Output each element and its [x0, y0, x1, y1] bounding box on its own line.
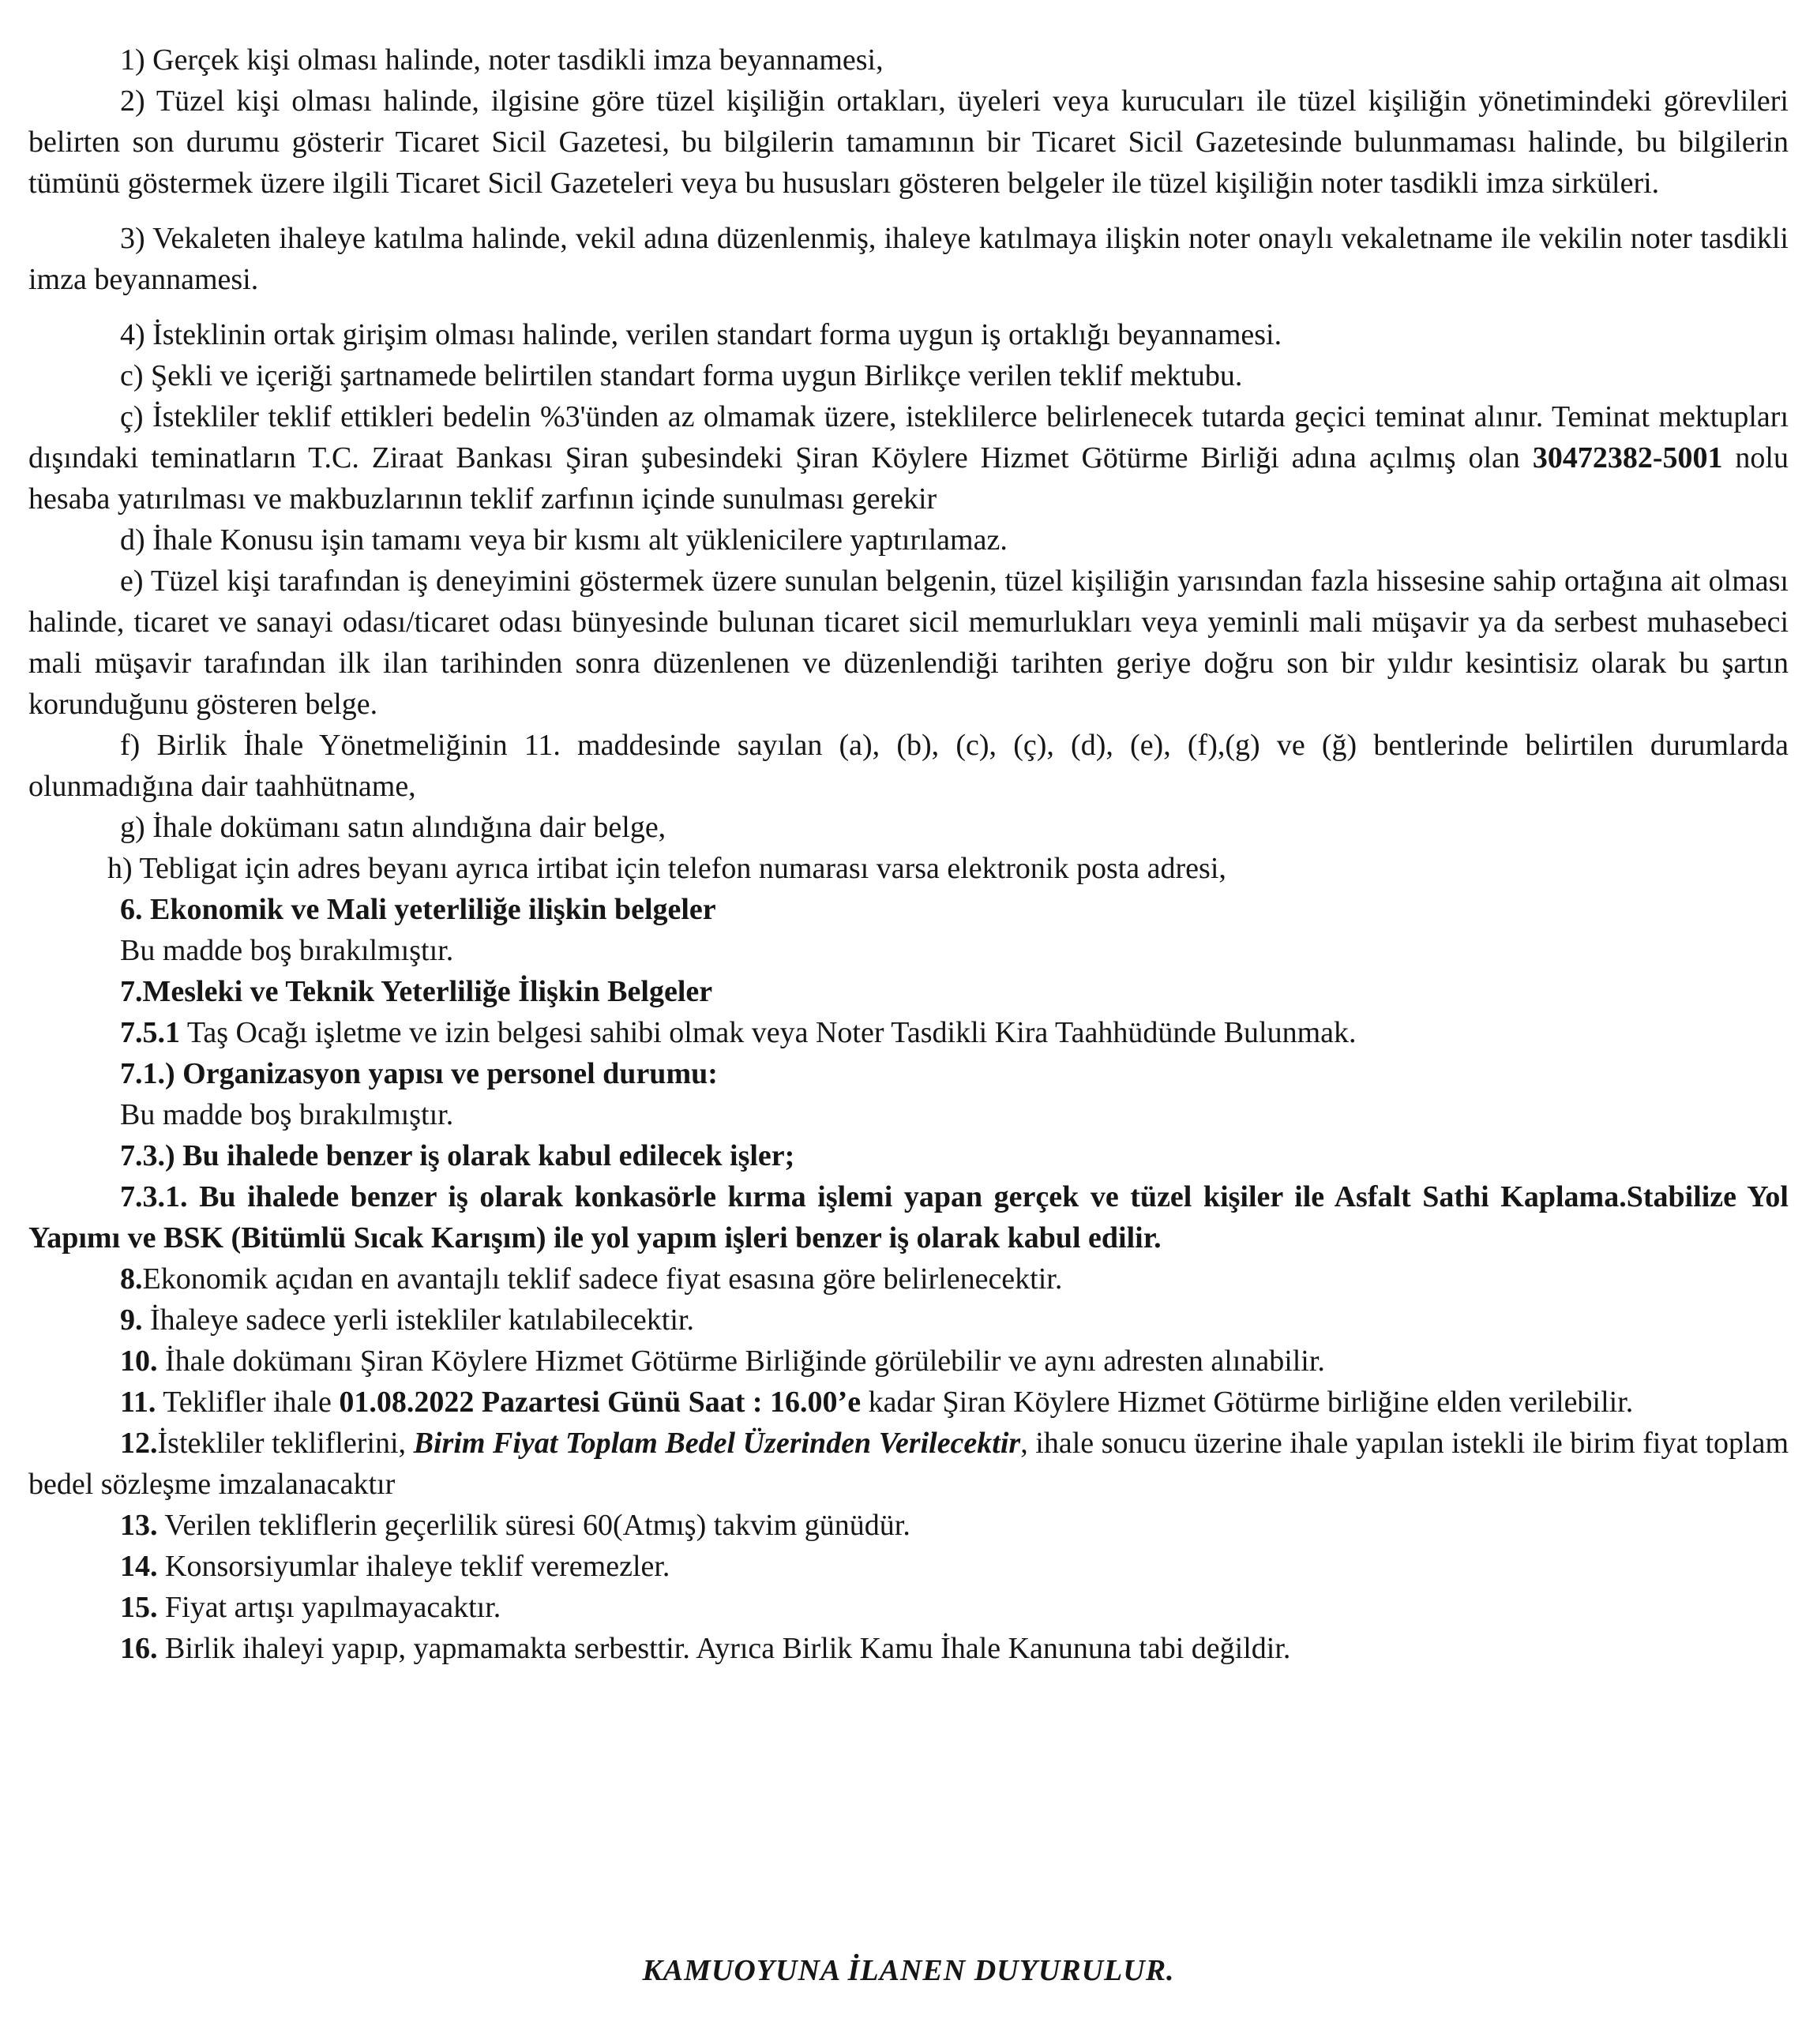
paragraph-text-segment: 7.3.1. Bu ihalede benzer iş olarak konkasörle kırma işlemi yapan gerçek ve tüzel kişiler ile Asfalt Sathi Kaplama.Stabilize Yol Yapımı ve BSK (Bitümlü Sıcak Karışım) ile yol yapım işleri benzer iş olarak kabul edilir.: [28, 1180, 1789, 1255]
paragraph-text-segment: c) Şekli ve içeriği şartnamede belirtilen standart forma uygun Birlikçe verilen teklif mektubu.: [120, 359, 1243, 392]
paragraph-text-segment: İhale dokümanı Şiran Köylere Hizmet Götürme Birliğinde görülebilir ve aynı adresten alınabilir.: [157, 1345, 1325, 1378]
paragraph-p24: [28, 1423, 1789, 1505]
paragraph-text-segment: 4) İsteklinin ortak girişim olması halinde, verilen standart forma uygun iş ortaklığı beyannamesi.: [120, 318, 1282, 351]
paragraph-text-segment: nolu hesaba yatırılması ve makbuzlarının teklif zarfının içinde sunulması gerekir: [28, 441, 1789, 516]
paragraph-p10: [28, 807, 1789, 848]
paragraph-p11: [28, 848, 1789, 889]
paragraph-p19: [28, 1176, 1789, 1258]
paragraph-p16: [28, 1053, 1789, 1094]
paragraph-p25: [28, 1505, 1789, 1546]
paragraph-text-segment: İstekliler tekliflerini,: [157, 1427, 414, 1460]
paragraph-text-segment: f) Birlik İhale Yönetmeliğinin 11. maddesinde sayılan (a), (b), (c), (ç), (d), (e), (f),(g) ve (ğ) bentlerinde belirtilen durumlarda olunmadığına dair taahhütname,: [28, 729, 1789, 803]
paragraph-p06: [28, 396, 1789, 519]
paragraph-p26: [28, 1546, 1789, 1587]
paragraph-text-segment: Bu madde boş bırakılmıştır.: [120, 934, 454, 967]
paragraph-text-segment: 16.: [120, 1632, 158, 1665]
paragraph-p23: [28, 1382, 1789, 1423]
paragraph-p08: [28, 561, 1789, 725]
paragraph-p27: [28, 1587, 1789, 1628]
paragraph-text-segment: 14.: [120, 1550, 158, 1583]
paragraph-text-segment: 15.: [120, 1591, 158, 1624]
paragraph-text-segment: Birim Fiyat Toplam Bedel Üzerinden Verilecektir: [413, 1427, 1021, 1460]
paragraph-text-segment: , ihale sonucu üzerine ihale yapılan istekli ile birim fiyat toplam bedel sözleşme imzalanacaktır: [28, 1427, 1789, 1501]
paragraph-text-segment: 3) Vekaleten ihaleye katılma halinde, vekil adına düzenlenmiş, ihaleye katılmaya ilişkin noter onaylı vekaletname ile vekilin noter tasdikli imza beyannamesi.: [28, 222, 1789, 296]
paragraph-p13: [28, 930, 1789, 971]
paragraph-text-segment: 30472382-5001: [1532, 441, 1723, 474]
paragraph-p14: [28, 971, 1789, 1012]
paragraph-text-segment: 9.: [120, 1303, 143, 1337]
paragraph-p09: [28, 725, 1789, 807]
paragraph-p18: [28, 1135, 1789, 1176]
paragraph-text-segment: 7.1.) Organizasyon yapısı ve personel durumu:: [120, 1057, 718, 1090]
paragraph-p12: [28, 889, 1789, 930]
paragraph-text-segment: kadar Şiran Köylere Hizmet Götürme birliğine elden verilebilir.: [861, 1386, 1634, 1419]
paragraph-p04: [28, 314, 1789, 355]
paragraph-text-segment: 11.: [120, 1386, 156, 1419]
paragraph-text-segment: 01.08.2022 Pazartesi Günü Saat : 16.00’e: [339, 1386, 862, 1419]
paragraph-text-segment: Birlik ihaleyi yapıp, yapmamakta serbesttir. Ayrıca Birlik Kamu İhale Kanununa tabi değildir.: [157, 1632, 1291, 1665]
paragraph-p01: [28, 39, 1789, 81]
paragraph-text-segment: Taş Ocağı işletme ve izin belgesi sahibi olmak veya Noter Tasdikli Kira Taahhüdünde Bulunmak.: [180, 1016, 1357, 1049]
closing-statement: KAMUOYUNA İLANEN DUYURULUR.: [642, 1954, 1175, 1987]
paragraph-text-segment: Teklifler ihale: [156, 1386, 340, 1419]
paragraph-text-segment: Konsorsiyumlar ihaleye teklif veremezler.: [157, 1550, 670, 1583]
paragraph-text-segment: 7.5.1: [120, 1016, 180, 1049]
paragraph-p02: [28, 81, 1789, 204]
paragraph-text-segment: 8.: [120, 1262, 143, 1296]
paragraph-text-segment: Bu madde boş bırakılmıştır.: [120, 1098, 454, 1131]
paragraph-p22: [28, 1341, 1789, 1382]
paragraph-p03: [28, 218, 1789, 300]
paragraph-text-segment: 7.3.) Bu ihalede benzer iş olarak kabul edilecek işler;: [120, 1139, 795, 1172]
paragraph-text-segment: Ekonomik açıdan en avantajlı teklif sadece fiyat esasına göre belirlenecektir.: [142, 1262, 1063, 1296]
paragraph-text-segment: h) Tebligat için adres beyanı ayrıca irtibat için telefon numarası varsa elektronik posta adresi,: [107, 852, 1226, 885]
paragraph-p15: [28, 1012, 1789, 1053]
paragraph-text-segment: 10.: [120, 1345, 158, 1378]
paragraph-text-segment: 12.: [120, 1427, 158, 1460]
paragraph-p17: [28, 1094, 1789, 1135]
paragraph-text-segment: e) Tüzel kişi tarafından iş deneyimini göstermek üzere sunulan belgenin, tüzel kişiliğin yarısından fazla hissesine sahip ortağına ait olması halinde, ticaret ve sanayi odası/ticaret odası bünyesinde bulunan ticaret sicil memurlukları veya yeminli mali müşavir ya da serbest muhasebeci mali müşavir tarafından ilk ilan tarihinden sonra düzenlenen ve düzenlendiği tarihten geriye doğru son bir yıldır kesintisiz olarak bu şartın korunduğunu gösteren belge.: [28, 564, 1789, 721]
paragraph-p20: [28, 1258, 1789, 1300]
paragraph-text-segment: d) İhale Konusu işin tamamı veya bir kısmı alt yüklenicilere yaptırılamaz.: [120, 523, 1008, 557]
paragraph-text-segment: 13.: [120, 1509, 158, 1542]
paragraph-text-segment: 2) Tüzel kişi olması halinde, ilgisine göre tüzel kişiliğin ortakları, üyeleri veya kurucuları ile tüzel kişiliğin yönetimindeki görevlileri belirten son durumu gösterir Ticaret Sicil Gazetesi, bu bilgilerin tamamının bir Ticaret Sicil Gazetesinde bulunmaması halinde, bu bilgilerin tümünü göstermek üzere ilgili Ticaret Sicil Gazeteleri veya bu hususları gösteren belgeler ile tüzel kişiliğin noter tasdikli imza sirküleri.: [28, 84, 1789, 200]
paragraph-text-segment: 1) Gerçek kişi olması halinde, noter tasdikli imza beyannamesi,: [120, 43, 884, 77]
paragraph-p05: [28, 355, 1789, 396]
paragraph-text-segment: 7.Mesleki ve Teknik Yeterliliğe İlişkin Belgeler: [120, 975, 713, 1008]
paragraph-p28: [28, 1628, 1789, 1669]
paragraph-text-segment: g) İhale dokümanı satın alındığına dair belge,: [120, 811, 666, 844]
paragraph-text-segment: Fiyat artışı yapılmayacaktır.: [157, 1591, 501, 1624]
paragraph-p07: [28, 519, 1789, 561]
paragraph-text-segment: 6. Ekonomik ve Mali yeterliliğe ilişkin belgeler: [120, 893, 716, 926]
paragraph-p21: [28, 1300, 1789, 1341]
document-body: [28, 39, 1789, 1669]
paragraph-text-segment: Verilen tekliflerin geçerlilik süresi 60(Atmış) takvim günüdür.: [157, 1509, 910, 1542]
paragraph-text-segment: ç) İstekliler teklif ettikleri bedelin %3'ünden az olmamak üzere, isteklilerce belirlenecek tutarda geçici teminat alınır. Teminat mektupları dışındaki teminatların T.C. Ziraat Bankası Şiran şubesindeki Şiran Köylere Hizmet Götürme Birliği adına açılmış olan: [28, 400, 1789, 474]
paragraph-text-segment: İhaleye sadece yerli istekliler katılabilecektir.: [142, 1303, 694, 1337]
